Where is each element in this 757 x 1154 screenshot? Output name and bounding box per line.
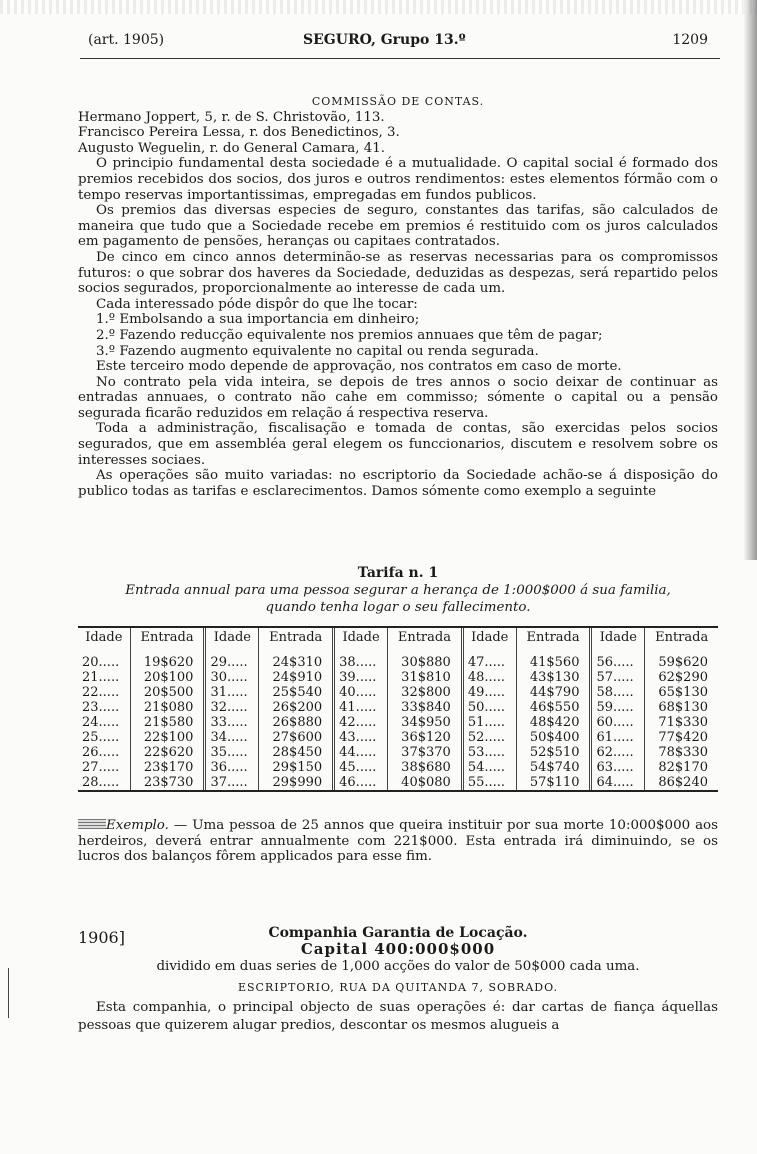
entry-cell: 33$840	[387, 700, 462, 715]
commission-title: COMMISSÃO DE CONTAS.	[311, 95, 485, 108]
entry-cell: 26$200	[259, 700, 334, 715]
tarifa-table	[78, 626, 718, 792]
entry-cell: 24$910	[259, 670, 334, 685]
age-cell: 31.....	[205, 685, 259, 700]
company-text: Esta companhia, o principal objecto de suas operações é: dar cartas de fiança áquellas pessoas que quizerem alugar predios, descontar os mesmos alugueis a	[78, 1000, 718, 1034]
age-cell: 41.....	[334, 700, 388, 715]
entry-cell: 82$170	[645, 760, 718, 775]
age-cell: 20.....	[82, 655, 120, 670]
age-cell: 36.....	[205, 760, 259, 775]
age-cell: 42.....	[334, 715, 388, 730]
age-cell: 29.....	[205, 655, 259, 670]
entry-cell: 71$330	[645, 715, 718, 730]
entry-cell: 41$560	[516, 655, 591, 670]
table-row	[78, 760, 718, 775]
age-cell: 26.....	[82, 745, 120, 760]
entry-cell: 21$580	[130, 715, 205, 730]
age-cell: 45.....	[334, 760, 388, 775]
entry-number: 1906]	[78, 928, 125, 947]
column-header-entry: Entrada	[387, 628, 462, 655]
page-edge-shadow	[743, 0, 757, 560]
entry-cell: 32$800	[387, 685, 462, 700]
column-header-age: Idade	[205, 628, 259, 655]
entry-cell: 24$310	[259, 655, 334, 670]
age-cell: 59.....	[591, 700, 645, 715]
entry-cell: 86$240	[645, 775, 718, 790]
age-cell: 56.....	[591, 655, 645, 670]
age-cell: 39.....	[334, 670, 388, 685]
table-row	[78, 730, 718, 745]
entry-cell: 62$290	[645, 670, 718, 685]
age-cell: 25.....	[82, 730, 120, 745]
table-row	[78, 745, 718, 760]
entry-cell: 59$620	[645, 655, 718, 670]
entry-cell: 26$880	[259, 715, 334, 730]
section-title: SEGURO, Grupo 13.º	[303, 32, 466, 48]
age-cell: 63.....	[591, 760, 645, 775]
paragraph: Toda a administração, fiscalisação e tomada de contas, são exercidas pelos socios segurados, que em assembléa geral elegem os funccionarios, discutem e resolvem sobre os interesses sociaes.	[78, 421, 718, 468]
age-cell: 35.....	[205, 745, 259, 760]
entry-cell: 29$150	[259, 760, 334, 775]
entry-cell: 27$600	[259, 730, 334, 745]
table-row	[78, 670, 718, 685]
age-cell: 28.....	[82, 775, 120, 790]
entry-cell: 43$130	[516, 670, 591, 685]
entry-cell: 21$080	[130, 700, 205, 715]
entry-cell: 54$740	[516, 760, 591, 775]
entry-cell: 78$330	[645, 745, 718, 760]
company-shares: dividido em duas series de 1,000 acções do valor de 50$000 cada uma.	[156, 959, 640, 975]
age-cell: 49.....	[462, 685, 516, 700]
tarifa-subtitle: Entrada annual para uma pessoa segurar a herança de 1:000$000 á sua familia,	[125, 582, 671, 598]
age-cell: 62.....	[591, 745, 645, 760]
table-row	[78, 655, 718, 670]
list-item: 1.º Embolsando a sua importancia em dinheiro;	[96, 312, 420, 328]
entry-cell: 44$790	[516, 685, 591, 700]
paragraph: Este terceiro modo depende de approvação, nos contratos em caso de morte.	[96, 359, 622, 375]
main-text	[78, 94, 718, 499]
entry-cell: 22$620	[130, 745, 205, 760]
age-cell: 33.....	[205, 715, 259, 730]
page-header	[88, 32, 708, 54]
age-cell: 46.....	[334, 775, 388, 790]
member: Augusto Weguelin, r. do General Camara, 41.	[78, 140, 386, 156]
age-cell: 58.....	[591, 685, 645, 700]
entry-cell: 38$680	[387, 760, 462, 775]
table-row	[78, 700, 718, 715]
header-rule	[80, 58, 720, 59]
margin-mark	[8, 968, 9, 1018]
table-row	[78, 775, 718, 790]
table-row	[78, 715, 718, 730]
age-cell: 54.....	[462, 760, 516, 775]
ornament-icon	[78, 819, 106, 829]
column-header-entry: Entrada	[259, 628, 334, 655]
age-cell: 52.....	[462, 730, 516, 745]
entry-cell: 19$620	[130, 655, 205, 670]
column-header-entry: Entrada	[130, 628, 205, 655]
age-cell: 50.....	[462, 700, 516, 715]
entry-cell: 20$100	[130, 670, 205, 685]
age-cell: 51.....	[462, 715, 516, 730]
entry-cell: 46$550	[516, 700, 591, 715]
age-cell: 60.....	[591, 715, 645, 730]
age-cell: 27.....	[82, 760, 120, 775]
age-cell: 23.....	[82, 700, 120, 715]
entry-cell: 52$510	[516, 745, 591, 760]
entry-cell: 48$420	[516, 715, 591, 730]
column-header-entry: Entrada	[516, 628, 591, 655]
entry-cell: 40$080	[387, 775, 462, 790]
entry-cell: 20$500	[130, 685, 205, 700]
entry-cell: 34$950	[387, 715, 462, 730]
article-range: (art. 1905)	[88, 32, 165, 48]
page-number: 1209	[672, 32, 708, 48]
entry-cell: 30$880	[387, 655, 462, 670]
age-cell: 61.....	[591, 730, 645, 745]
age-cell: 34.....	[205, 730, 259, 745]
age-cell: 32.....	[205, 700, 259, 715]
entry-cell: 65$130	[645, 685, 718, 700]
entry-cell: 77$420	[645, 730, 718, 745]
paragraph: De cinco em cinco annos determinão-se as reservas necessarias para os compromissos futuros: o que sobrar dos haveres da Sociedade, deduzidas as despezas, será repartido pelos socios segurados, proporcionalmente ao interesse de cada um.	[78, 249, 718, 297]
list-item: 2.º Fazendo reducção equivalente nos premios annuaes que têm de pagar;	[96, 327, 603, 343]
entry-cell: 31$810	[387, 670, 462, 685]
paragraph: Os premios das diversas especies de seguro, constantes das tarifas, são calculados de maneira que tudo que a Sociedade recebe em premios é restituido com os juros calculados em pagamento de pensões, heranças ou capitaes contratados.	[78, 203, 718, 250]
paragraph: Cada interessado póde dispôr do que lhe tocar:	[96, 296, 418, 312]
column-header-age: Idade	[462, 628, 516, 655]
age-cell: 53.....	[462, 745, 516, 760]
age-cell: 30.....	[205, 670, 259, 685]
tarifa-title: Tarifa n. 1	[357, 565, 439, 581]
company-office: ESCRIPTORIO, RUA DA QUITANDA 7, SOBRADO.	[237, 980, 559, 994]
tarifa-subtitle-2: quando tenha logar o seu fallecimento.	[265, 599, 531, 615]
age-cell: 47.....	[462, 655, 516, 670]
table-row	[78, 685, 718, 700]
column-header-age: Idade	[591, 628, 645, 655]
entry-cell: 28$450	[259, 745, 334, 760]
member: Francisco Pereira Lessa, r. dos Benedictinos, 3.	[78, 125, 400, 141]
paragraph: As operações são muito variadas: no escriptorio da Sociedade achão-se á disposição do publico todas as tarifas e esclarecimentos. Damos sómente como exemplo a seguinte	[78, 468, 718, 499]
age-cell: 55.....	[462, 775, 516, 790]
entry-cell: 29$990	[259, 775, 334, 790]
entry-cell: 68$130	[645, 700, 718, 715]
age-cell: 48.....	[462, 670, 516, 685]
example-text: — Uma pessoa de 25 annos que queira instituir por sua morte 10:000$000 aos herdeiros, deverá entrar annualmente com 221$000. Esta entrada irá diminuindo, se os lucros dos balanços fôrem applicados para esse fim.	[78, 818, 718, 865]
company-block	[78, 926, 718, 1035]
age-cell: 43.....	[334, 730, 388, 745]
entry-cell: 50$400	[516, 730, 591, 745]
age-cell: 24.....	[82, 715, 120, 730]
age-cell: 37.....	[205, 775, 259, 790]
paragraph: No contrato pela vida inteira, se depois de tres annos o socio deixar de continuar as entradas annuaes, o contrato não cahe em commisso; sómente o capital ou a pensão segurada ficarão reduzidos em relação á respectiva reserva.	[78, 374, 718, 421]
age-cell: 21.....	[82, 670, 120, 685]
example-label: Exemplo.	[106, 818, 169, 833]
age-cell: 44.....	[334, 745, 388, 760]
age-cell: 57.....	[591, 670, 645, 685]
column-header-age: Idade	[85, 630, 123, 645]
entry-cell: 23$170	[130, 760, 205, 775]
age-cell: 40.....	[334, 685, 388, 700]
age-cell: 38.....	[334, 655, 388, 670]
entry-cell: 57$110	[516, 775, 591, 790]
entry-cell: 37$370	[387, 745, 462, 760]
column-header-age: Idade	[334, 628, 388, 655]
example-paragraph	[78, 818, 718, 865]
member: Hermano Joppert, 5, r. de S. Christovão, 113.	[78, 109, 385, 125]
paragraph: O principio fundamental desta sociedade é a mutualidade. O capital social é formado dos premios recebidos dos socios, dos juros e outros rendimentos: estes elementos fórmão com o tempo reservas importantissimas, empregadas em fundos publicos.	[78, 156, 718, 203]
list-item: 3.º Fazendo augmento equivalente no capital ou renda segurada.	[96, 343, 539, 359]
entry-cell: 25$540	[259, 685, 334, 700]
column-header-entry: Entrada	[645, 628, 718, 655]
company-title: Companhia Garantia de Locação.	[268, 925, 528, 941]
age-cell: 22.....	[82, 685, 120, 700]
tarifa-heading	[78, 566, 718, 616]
entry-cell: 36$120	[387, 730, 462, 745]
age-cell: 64.....	[591, 775, 645, 790]
company-capital: Capital 400:000$000	[300, 939, 496, 958]
entry-cell: 23$730	[130, 775, 205, 790]
entry-cell: 22$100	[130, 730, 205, 745]
scan-noise	[0, 0, 757, 14]
